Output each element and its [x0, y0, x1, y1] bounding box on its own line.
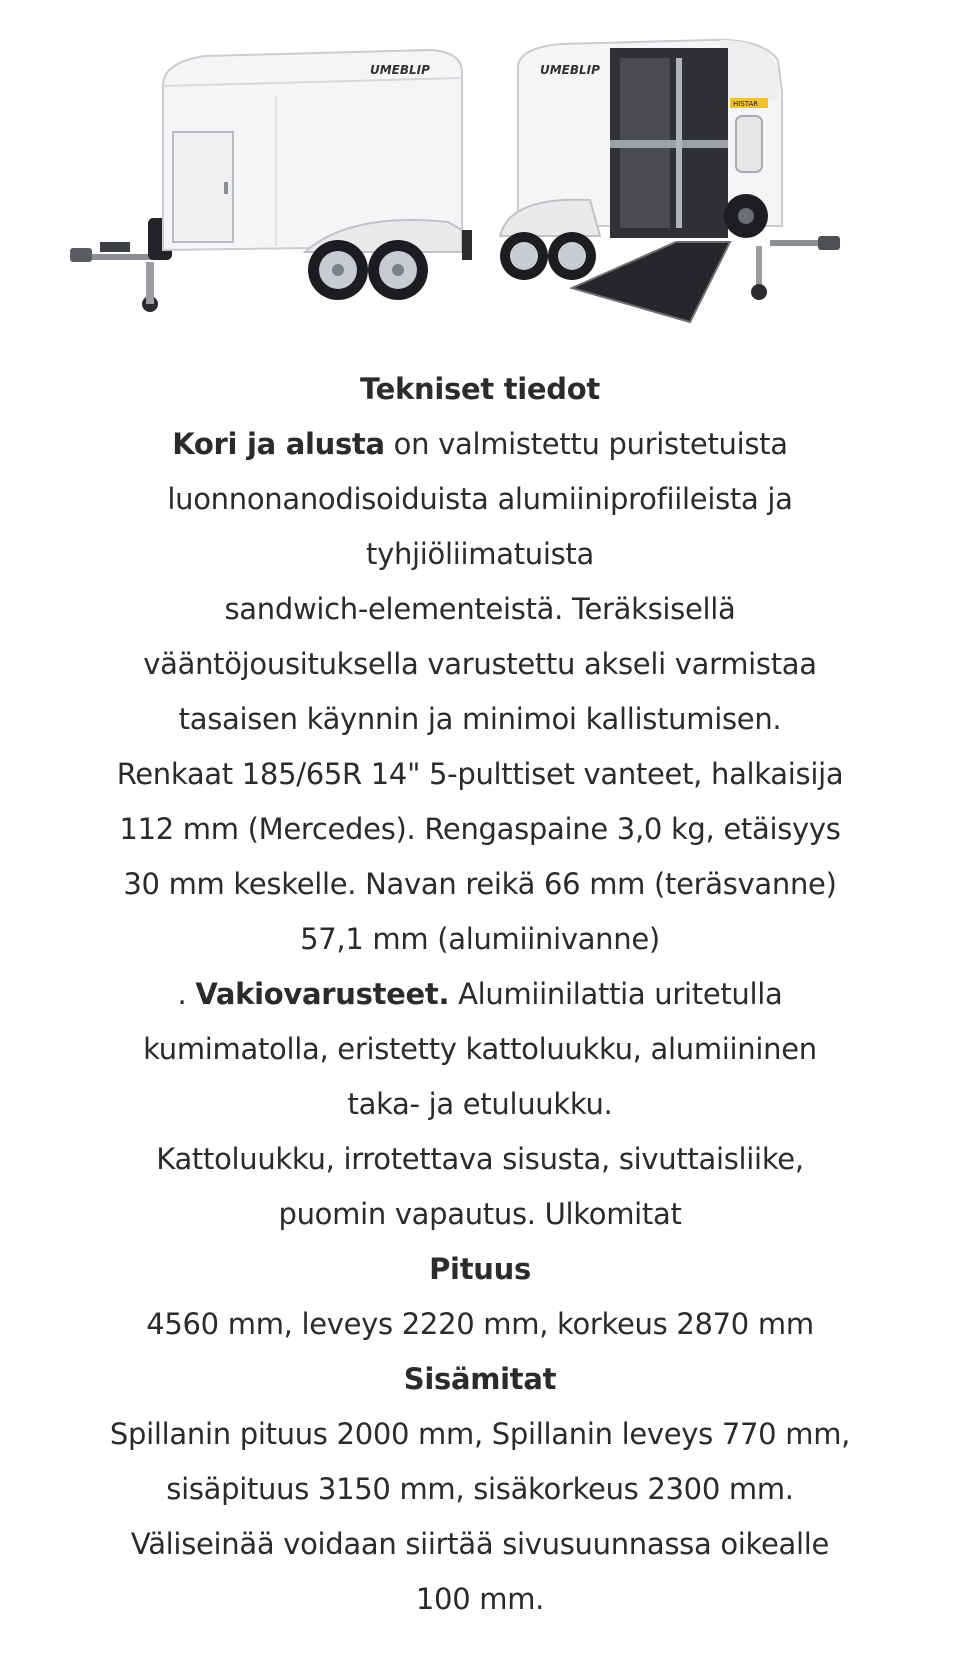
text-line: 100 mm.	[415, 1582, 545, 1616]
product-images	[0, 0, 960, 345]
trailer-side-image	[0, 0, 480, 345]
length-label: Pituus	[429, 1252, 531, 1286]
wheel-icon	[368, 240, 428, 300]
text-line: Spillanin pituus 2000 mm, Spillanin leveys 770 mm,	[109, 1417, 851, 1451]
outer-dimensions: 4560 mm, leveys 2220 mm, korkeus 2870 mm	[146, 1307, 814, 1341]
equipment-description	[30, 967, 930, 1022]
text-line: 57,1 mm (alumiinivanne)	[300, 922, 660, 956]
equip-text: Alumiinilattia uritetulla	[449, 977, 783, 1011]
equipment-label: Vakiovarusteet.	[195, 977, 450, 1011]
technical-specs	[30, 362, 930, 1627]
text-line: sisäpituus 3150 mm, sisäkorkeus 2300 mm.	[166, 1472, 794, 1506]
text-line: kumimatolla, eristetty kattoluukku, alumiininen	[143, 1032, 817, 1066]
trailer-rear-image	[480, 0, 960, 345]
body-text: on valmistettu puristetuista	[384, 427, 788, 461]
text-line: Väliseinää voidaan siirtää sivusuunnassa oikealle	[130, 1527, 830, 1561]
specs-heading: Tekniset tiedot	[360, 372, 600, 406]
text-line: Renkaat 185/65R 14" 5-pulttiset vanteet, halkaisija	[116, 757, 844, 791]
text-line: luonnonanodisoiduista alumiiniprofiileista ja	[167, 482, 793, 516]
svg-text:UMEBLIP: UMEBLIP	[370, 63, 430, 77]
text-line: tasaisen käynnin ja minimoi kallistumisen.	[178, 702, 782, 736]
body-description	[30, 417, 930, 472]
equip-prefix: .	[177, 977, 196, 1011]
text-line: 30 mm keskelle. Navan reikä 66 mm (teräsvanne)	[123, 867, 837, 901]
text-line: 112 mm (Mercedes). Rengaspaine 3,0 kg, etäisyys	[119, 812, 841, 846]
svg-text:HISTAR: HISTAR	[733, 100, 759, 108]
text-line: vääntöjousituksella varustettu akseli varmistaa	[143, 647, 817, 681]
svg-text:UMEBLIP: UMEBLIP	[540, 63, 600, 77]
body-label: Kori ja alusta	[172, 427, 385, 461]
text-line: tyhjiöliimatuista	[366, 537, 594, 571]
wheel-icon	[308, 240, 368, 300]
wheel-icon	[500, 232, 548, 280]
wheel-icon	[548, 232, 596, 280]
text-line: taka- ja etuluukku.	[347, 1087, 613, 1121]
inner-dimensions-label: Sisämitat	[403, 1362, 557, 1396]
text-line: puomin vapautus. Ulkomitat	[278, 1197, 682, 1231]
text-line: Kattoluukku, irrotettava sisusta, sivuttaisliike,	[156, 1142, 804, 1176]
text-line: sandwich-elementeistä. Teräksisellä	[224, 592, 736, 626]
